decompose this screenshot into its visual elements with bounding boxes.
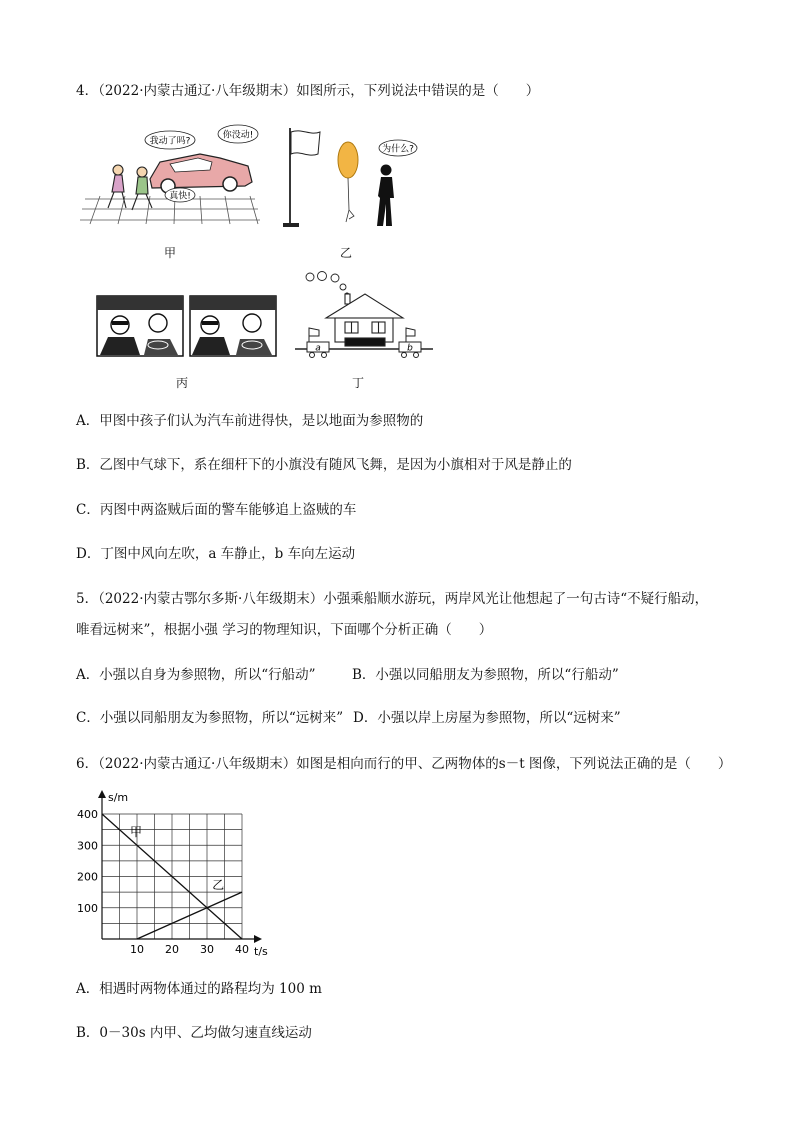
person-icon bbox=[377, 165, 394, 227]
house-icon bbox=[326, 294, 403, 346]
caption-bing: 丙 bbox=[176, 376, 189, 390]
children-icon bbox=[108, 165, 152, 210]
q5-stem-line2: 唯看远树来”，根据小强 学习的物理知识，下面哪个分析正确（ ） bbox=[76, 622, 493, 638]
car-b-label: b bbox=[407, 343, 413, 354]
comic-panel-left-icon bbox=[97, 296, 183, 356]
q4-option-d: D．丁图中风向左吹，a 车静止，b 车向左运动 bbox=[76, 546, 356, 562]
q4-option-b: B．乙图中气球下，系在细杆下的小旗没有随风飞舞，是因为小旗相对于风是静止的 bbox=[76, 457, 572, 473]
q5-option-d: D．小强以岸上房屋为参照物，所以“远树来” bbox=[353, 710, 621, 726]
series-label-yi: 乙 bbox=[212, 878, 225, 892]
caption-jia: 甲 bbox=[164, 246, 177, 260]
figure-jia bbox=[80, 124, 260, 229]
q6-option-b: B．0－30s 内甲、乙均做匀速直线运动 bbox=[76, 1025, 312, 1041]
q4-stem: 4．（2022·内蒙古通辽·八年级期末）如图所示，下列说法中错误的是（ ） bbox=[76, 83, 540, 99]
y-tick-label: 300 bbox=[77, 839, 98, 853]
bubble-3-text: 真快! bbox=[169, 191, 191, 202]
flag-icon bbox=[283, 128, 320, 227]
y-tick-label: 400 bbox=[77, 808, 98, 821]
figure-yi bbox=[280, 126, 430, 230]
caption-yi: 乙 bbox=[340, 246, 353, 260]
smoke-icon bbox=[306, 272, 349, 298]
x-tick-label: 20 bbox=[165, 943, 179, 956]
bubble-why-text: 为什么? bbox=[382, 144, 414, 155]
q5-stem-line1: 5．（2022·内蒙古鄂尔多斯·八年级期末）小强乘船顺水游玩，两岸风光让他想起了一句古诗“不疑行船动， bbox=[76, 591, 709, 607]
y-axis-label: s/m bbox=[108, 791, 129, 804]
balloon-icon bbox=[338, 142, 358, 222]
y-tick-label: 100 bbox=[77, 901, 98, 915]
bubble-2-text: 你没动! bbox=[222, 130, 254, 141]
q4-option-c: C．丙图中两盗贼后面的警车能够追上盗贼的车 bbox=[76, 502, 357, 518]
q5-option-a: A．小强以自身为参照物，所以“行船动” bbox=[76, 667, 316, 683]
bubble-1-text: 我动了吗? bbox=[149, 136, 191, 147]
x-tick-label: 10 bbox=[130, 943, 144, 956]
figure-ding bbox=[295, 270, 433, 362]
y-tick-label: 200 bbox=[77, 870, 98, 884]
comic-panel-right-icon bbox=[190, 296, 276, 356]
q6-stem: 6．（2022·内蒙古通辽·八年级期末）如图是相向而行的甲、乙两物体的s－t 图像，下列说法正确的是（ ） bbox=[76, 756, 732, 772]
x-tick-label: 40 bbox=[235, 943, 249, 956]
q5-option-b: B．小强以同船朋友为参照物，所以“行船动” bbox=[352, 667, 619, 683]
x-axis-label: t/s bbox=[254, 945, 268, 958]
car-a-label: a bbox=[315, 343, 321, 354]
x-tick-label: 30 bbox=[200, 943, 214, 956]
series-label-jia: 甲 bbox=[130, 824, 143, 839]
q4-option-a: A．甲图中孩子们认为汽车前进得快，是以地面为参照物的 bbox=[76, 413, 424, 429]
caption-ding: 丁 bbox=[352, 376, 365, 390]
q6-option-a: A．相遇时两物体通过的路程均为 100 m bbox=[76, 981, 322, 997]
st-chart bbox=[70, 788, 280, 960]
figure-bing bbox=[96, 295, 278, 357]
q5-option-c: C．小强以同船朋友为参照物，所以“远树来” bbox=[76, 710, 344, 726]
